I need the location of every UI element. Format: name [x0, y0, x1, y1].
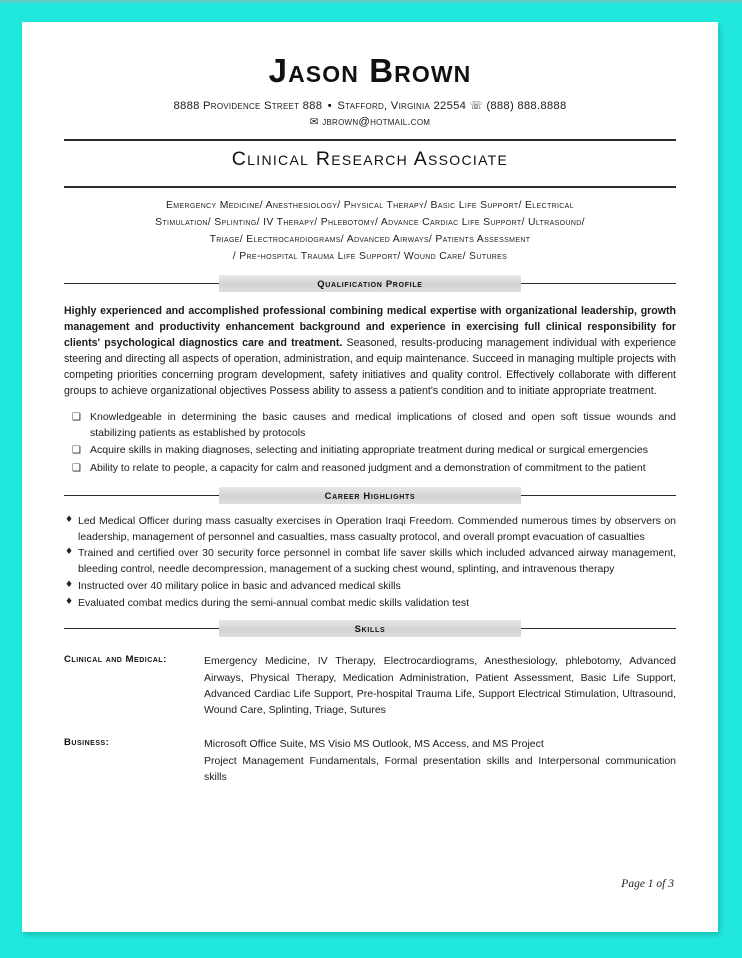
skill-label: Business:	[64, 737, 110, 749]
skill-row-clinical-and-medical	[64, 653, 676, 718]
list-item-text: Led Medical Officer during mass casualty exercises in Operation Iraqi Freedom. Commended numerous times by observers on leadership, management of personnel and casualties, mass casualty protocol, and overall prompt evacuation of casualties	[78, 514, 676, 543]
email-address: jbrown@hotmail.com	[322, 116, 431, 129]
skills-list	[64, 653, 676, 785]
diamond-bullet-icon: ♦	[65, 514, 74, 525]
banner-rule-right	[521, 495, 676, 496]
resume-page	[22, 22, 718, 932]
contact-info	[64, 98, 676, 131]
list-item	[64, 410, 676, 442]
list-item	[64, 596, 676, 612]
street-address: 8888 Providence Street 888	[173, 99, 323, 112]
address-separator: ▪	[327, 99, 332, 112]
skill-value-line: Microsoft Office Suite, MS Visio MS Outlook, MS Access, and MS Project	[204, 738, 544, 751]
banner-rule-right	[521, 283, 676, 284]
banner-rule-left	[64, 628, 219, 629]
list-item	[64, 461, 676, 477]
specialties-line: Triage/ Electrocardiograms/ Advanced Airways/ Patients Assessment	[209, 234, 531, 246]
section-header-qualification-profile	[64, 275, 676, 292]
section-header-skills	[64, 620, 676, 637]
skill-row-business	[64, 736, 676, 785]
checkbox-icon: ❑	[72, 411, 81, 423]
banner-rule-left	[64, 495, 219, 496]
diamond-bullet-icon: ♦	[65, 579, 74, 590]
career-highlights-section	[64, 487, 676, 612]
list-item	[64, 514, 676, 546]
frame-top-edge	[0, 0, 742, 3]
specialties-line: / Pre-hospital Trauma Life Support/ Wound Care/ Sutures	[232, 250, 508, 262]
list-item	[64, 546, 676, 578]
section-title: Skills	[219, 620, 521, 637]
banner-rule-left	[64, 283, 219, 284]
city-state-zip: Stafford, Virginia 22554	[337, 99, 467, 112]
skill-value	[204, 653, 676, 718]
profile-lead-bold: Highly experienced and accomplished professional combining medical expertise with organizational leadership, growth management and productivity enhancement background and experience in exercising full clinical responsibility for clients' psychological diagnostics care and treatment.	[64, 304, 676, 349]
section-header-career-highlights	[64, 487, 676, 504]
specialties-line: Stimulation/ Splinting/ IV Therapy/ Phlebotomy/ Advance Cardiac Life Support/ Ultrasound/	[155, 217, 585, 229]
envelope-icon: ✉	[309, 116, 319, 129]
checkbox-icon: ❑	[72, 445, 81, 457]
list-item	[64, 443, 676, 459]
specialties-list	[64, 198, 676, 265]
qualification-profile-paragraph	[64, 303, 676, 400]
page-indicator: Page 1 of 3	[621, 878, 674, 890]
skill-label: Clinical and Medical:	[64, 654, 167, 666]
list-item-text: Evaluated combat medics during the semi-annual combat medic skills validation test	[78, 596, 470, 609]
list-item-text: Acquire skills in making diagnoses, selecting and initiating appropriate treatment during medical or surgical emergencies	[90, 444, 648, 457]
diamond-bullet-icon: ♦	[65, 547, 74, 558]
list-item-text: Ability to relate to people, a capacity for calm and reasoned judgment and a demonstration of commitment to the patient	[90, 462, 646, 475]
phone-number: (888) 888.8888	[486, 99, 567, 112]
specialties-line: Emergency Medicine/ Anesthesiology/ Physical Therapy/ Basic Life Support/ Electrical	[166, 200, 574, 212]
list-item-text: Instructed over 40 military police in basic and advanced medical skills	[78, 579, 401, 592]
skill-value	[204, 736, 676, 785]
telephone-icon: ☏	[469, 99, 483, 112]
list-item-text: Knowledgeable in determining the basic causes and medical implications of closed and open soft tissue wounds and stabilizing patients as established by protocols	[90, 410, 676, 439]
section-title: Career Highlights	[219, 487, 521, 504]
skill-value-line: Project Management Fundamentals, Formal presentation skills and Interpersonal communication skills	[204, 754, 676, 784]
list-item-text: Trained and certified over 30 security force personnel in combat life saver skills which included advanced airway management, bleeding control, needle decompression, management of a sucking chest wound, splinting, and intravenous therapy	[78, 547, 676, 576]
skill-value-line: Emergency Medicine, IV Therapy, Electrocardiograms, Anesthesiology, phlebotomy, Advanced Airways, Physical Therapy, Medication Administration, Patient Assessment, Basic Life Support, Advanced Cardiac Life Support, Pre-hospital Trauma Life, Support Electrical Stimulation, Ultrasound, Wound Care, Splinting, Triage, Sutures	[204, 655, 676, 717]
candidate-name: Jason Brown	[268, 52, 472, 89]
section-title: Qualification Profile	[219, 275, 521, 292]
list-item	[64, 579, 676, 595]
checkbox-icon: ❑	[72, 463, 81, 475]
job-title: Clinical Research Associate	[231, 148, 509, 171]
diamond-bullet-icon: ♦	[65, 596, 74, 607]
header-rule-bottom	[64, 186, 676, 188]
banner-rule-right	[521, 628, 676, 629]
profile-rest: Seasoned, results-producing management individual with experience steering and directing all aspects of operation, administration, and equip maintenance. Succeed in managing multiple projects with competing priorities concerning program development, safety initiatives and quality control. Effectively collaborate with different groups to achieve organizational objectives Possess ability to assess a patient's condition and to initiate appropriate treatment.	[64, 336, 677, 398]
qualification-bullet-list	[64, 410, 676, 477]
career-highlights-list	[64, 514, 676, 612]
